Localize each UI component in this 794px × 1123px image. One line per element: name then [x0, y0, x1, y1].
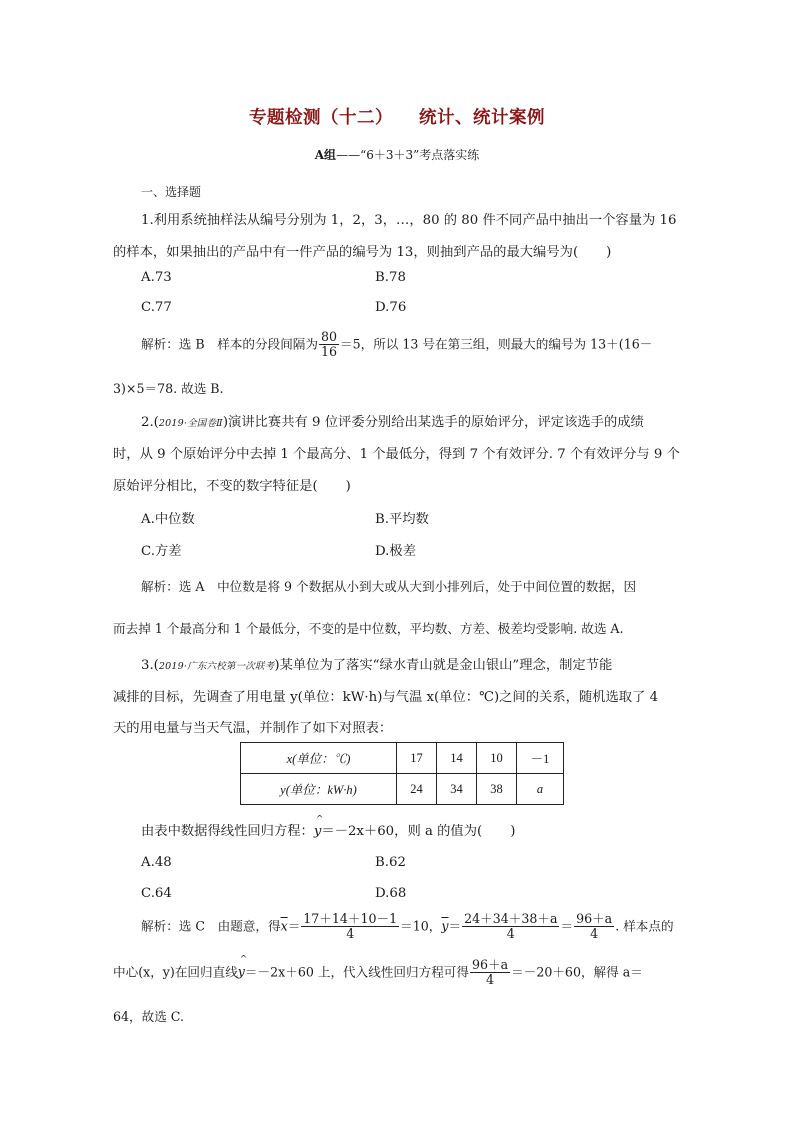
q2-answer-line1: 解析：选 A 中位数是将 9 个数据从小到大或从大到小排列后，处于中间位置的数据，因	[141, 579, 637, 594]
q3-line3: 天的用电量与当天气温，并制作了如下对照表：	[113, 721, 393, 736]
q3-answer-result: ＝10，	[400, 918, 442, 934]
q3-answer-line3: 64，故选 C.	[113, 1009, 184, 1024]
q3-regression-text: 由表中数据得线性回归方程：	[141, 824, 314, 839]
q1-option-d: D.76	[375, 300, 407, 315]
y-hat-symbol: ^ y	[238, 964, 245, 979]
table-row	[241, 774, 564, 805]
q3-answer-line1: 解析：选 C 由题意，得$\overline{x}=$ $\frac{17+14+10-1}{4}$ ＝10，$\overline{y}=$ $\frac{24+34+38+a}{4}$ ＝ $\frac{96+a}{4}$ . 样本点的	[141, 911, 674, 942]
table-cell: 17	[397, 743, 437, 774]
table-cell: －1	[517, 743, 564, 774]
q1-stem-end: 的样本，如果抽出的产品中有一件产品的编号为 13，则抽到产品的最大编号为(	[113, 245, 579, 260]
q3-answer-center: 中心(x，y)在回归直线	[113, 964, 238, 980]
cell-italic: a	[536, 781, 544, 796]
q3-paren-close: )	[510, 824, 516, 839]
q3-answer-solve: ＝－20＋60，解得 a＝	[511, 964, 643, 980]
q3-stem: )某单位为了落实“绿水青山就是金山银山”理念，制定节能	[274, 658, 613, 673]
q3-answer-line2	[113, 958, 643, 988]
y-bar-symbol: $\overline{y}$	[441, 918, 449, 934]
fraction-numerator: 96＋a	[576, 911, 613, 926]
q3-answer-text: 解析：选 C 由题意，得	[141, 918, 281, 934]
q2-line1	[141, 411, 644, 430]
fraction-denominator: 4	[506, 926, 515, 942]
table-cell: 10	[477, 743, 517, 774]
q2-line3	[113, 475, 351, 494]
q3-line2: 减排的目标，先调查了用电量 y(单位：kW·h)与气温 x(单位：℃)之间的关系，随机选取了 4	[113, 690, 659, 705]
fraction-denominator: 16	[320, 344, 338, 360]
q2-stem-end: 原始评分相比，不变的数字特征是(	[113, 479, 318, 494]
q3-option-d: D.68	[375, 886, 407, 901]
q3-option-a: A.48	[141, 855, 172, 870]
x-bar-symbol: $\overline{x}$	[280, 918, 288, 934]
q3-line1	[141, 654, 612, 673]
q1-paren-close: )	[606, 245, 612, 260]
fraction-denominator: 4	[486, 972, 495, 988]
fraction-denominator: 4	[346, 926, 355, 942]
table-cell: 14	[437, 743, 477, 774]
table-cell: 38	[477, 774, 517, 805]
group-desc: ——“6＋3＋3”考点落实练	[336, 148, 480, 162]
q1-option-a: A.73	[141, 270, 172, 285]
q1-answer-text: 解析：选 B 样本的分段间隔为	[141, 336, 318, 352]
table-row	[241, 743, 564, 774]
fraction-numerator: 96＋a	[471, 957, 509, 972]
table-cell: 24	[397, 774, 437, 805]
q2-stem: )演讲比赛共有 9 位评委分别给出某选手的原始评分，评定该选手的成绩	[222, 415, 644, 430]
q2-option-c: C.方差	[141, 544, 182, 559]
group-subtitle	[0, 146, 794, 163]
q3-option-c: C.64	[141, 886, 172, 901]
title-sub: 统计、统计案例	[419, 108, 545, 128]
y-hat-symbol: ^ y	[314, 824, 322, 839]
q2-answer-line2: 而去掉 1 个最高分和 1 个最低分，不变的是中位数，平均数、方差、极差均受影响. 故选 A.	[113, 621, 624, 636]
table-cell	[517, 774, 564, 805]
q2-year: 2019·	[158, 418, 188, 429]
fraction-numerator: 24＋34＋38＋a	[464, 911, 558, 926]
q1-answer-fraction	[319, 330, 339, 360]
title-main: 专题检测（十二）	[249, 108, 393, 128]
q1-option-c: C.77	[141, 300, 172, 315]
q1-line1: 1.利用系统抽样法从编号分别为 1，2，3，…，80 的 80 件不同产品中抽出一个容量为 16	[141, 213, 677, 228]
table-header-x	[241, 743, 397, 774]
page-title	[0, 104, 794, 129]
q3-year: 2019·	[158, 661, 188, 672]
table-cell: 34	[437, 774, 477, 805]
q1-answer-line2: 3)×5＝78. 故选 B.	[113, 381, 224, 396]
fraction-numerator: 80	[320, 329, 338, 344]
q1-answer-rest: ＝5，所以 13 号在第三组，则最大的编号为 13＋(16－	[340, 336, 653, 352]
q2-source: 全国卷Ⅱ	[187, 418, 223, 429]
table-header-y	[241, 774, 397, 805]
group-label: A组	[314, 148, 337, 162]
fraction-numerator: 17＋14＋10－1	[303, 911, 398, 926]
q1-answer-line1	[141, 330, 652, 360]
q1-line2	[113, 241, 611, 260]
q3-fraction-y	[462, 912, 559, 942]
q2-line2: 时，从 9 个原始评分中去掉 1 个最高分、1 个最低分，得到 7 个有效评分. 7 个有效评分与 9 个	[113, 447, 680, 462]
q3-fraction-x	[301, 912, 399, 942]
q3-fraction-sub	[470, 958, 510, 988]
section-heading: 一、选择题	[141, 185, 202, 199]
q3-regression-eq: ＝－2x＋60，则 a 的值为(	[321, 824, 483, 839]
q2-option-d: D.极差	[375, 544, 417, 559]
q3-fraction-simplified	[574, 912, 614, 942]
q3-answer-tail: . 样本点的	[615, 918, 674, 934]
q3-line4	[141, 820, 515, 839]
data-table	[240, 742, 564, 805]
q3-option-b: B.62	[375, 855, 406, 870]
q3-answer-substitute: ＝－2x＋60 上，代入线性回归方程可得	[244, 964, 469, 980]
q1-option-b: B.78	[375, 270, 406, 285]
q2-option-a: A.中位数	[141, 512, 195, 527]
q3-number: 3.(	[141, 658, 159, 673]
header-text: y(单位：kW·h)	[280, 783, 357, 797]
q2-number: 2.(	[141, 415, 159, 430]
header-text: x(单位：℃)	[286, 752, 351, 766]
q3-source: 广东六校第一次联考	[187, 661, 275, 672]
fraction-denominator: 4	[590, 926, 599, 942]
q2-paren-close: )	[345, 479, 351, 494]
q2-option-b: B.平均数	[375, 512, 429, 527]
